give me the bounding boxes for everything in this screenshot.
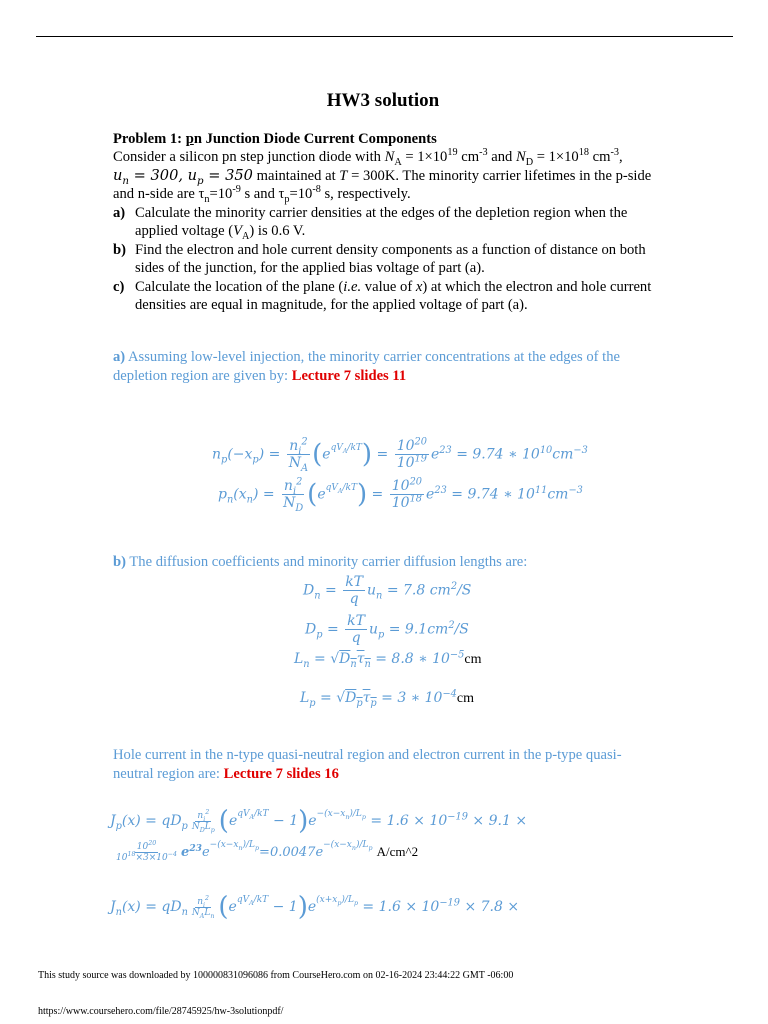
equation-dn: $D_n$ = $\frac{kT}{q}$ $u_n = 7.8$ $cm^2/S$ (303, 574, 472, 607)
problem-statement (113, 130, 653, 315)
footer-url: https://www.coursehero.com/file/28745925/hw-3solutionpdf/ (38, 1006, 284, 1017)
equation-jp-line1: $J_p(x) = qD_p$ $\frac{n_i^2}{N_DL_p}$ $(eqV_A/kT - 1)e-(x-x_n)/L_p = 1.6 \times 10^{-19} \times 9.1$ × (110, 806, 528, 836)
equation-np: $n_p(-x_p)$ = $\frac{n_i^2}{N_A}$ (eqV$_A$/kT) = $\frac{10^{20}}{10^{19}}$ $e^{23} = 9.74$ ∗ $10^{10}cm^{-3}$ (212, 436, 588, 474)
top-rule (36, 36, 733, 37)
answer-currents-text: Hole current in the n-type quasi-neutral region and electron current in the p-type quasi-neutral region are: Lecture 7 slides 16 (113, 747, 622, 782)
equation-dp: $D_p$ = $\frac{kT}{q}$ $u_p = 9.1cm^2/S$ (305, 613, 469, 646)
document-title: HW3 solution (326, 90, 440, 111)
answer-a-text: a) Assuming low-level injection, the minority carrier concentrations at the edges of the depletion region are given by: Lecture 7 slides 11 (113, 349, 620, 384)
part-a: a) Calculate the minority carrier densities at the edges of the depletion region when the applied voltage $(V_A)$ is 0.6 V. (113, 204, 628, 242)
answer-b-text: b) The diffusion coefficients and minority carrier diffusion lengths are: (113, 554, 528, 570)
problem-parts (113, 204, 653, 315)
equation-jn-line1: $J_n(x) = qD_n$ $\frac{n_i^2}{N_AL_n}$ $(eqV_A/kT - 1)e(x+x_p)/L_p = 1.6 \times 10^{-19} \times 7.8$ × (110, 892, 520, 922)
document-body (113, 92, 653, 315)
footer-download-note: This study source was downloaded by 100000831096086 from CourseHero.com on 02-16-2024 23:44:22 GMT -06:00 (38, 970, 514, 981)
equation-pn: $p_n(x_n)$ = $\frac{n_i^2}{N_D}$ (eqV$_A$/kT) = $\frac{10^{20}}{10^{18}}$ $e^{23} = 9.74$ ∗ $10^{11}cm^{-3}$ (218, 476, 583, 514)
equation-jp-line2: $\frac{10^{20}}{10^{18}\times 3\times 10^{-4}}$ $e^{23}e-(x-x_n)/L_p=0.0047e-(x-x_n)/L_p$ A/cm^2 (116, 840, 419, 863)
problem-intro: Consider a silicon pn step junction diode with $N_A = 1\times 10^{19}$ $cm^{-3}$ and $N_D = 1\times 10^{18}$ $cm^{-3}$, $u_n = 300$, $u_p = 350$ maintained at T = 300K. The minority carrier lifetimes in the p-side and n-side are $\tau_n=10^{-9}$ s and $\tau_p=10^{-8}$ s, respectively. (113, 147, 652, 205)
equation-lp: $L_p = √D_p\tau_p = 3$ ∗ $10^{-4}cm$ (300, 688, 475, 709)
equation-ln: $L_n = √D_n\tau_n = 8.8$ ∗ $10^{-5}cm$ (294, 649, 482, 670)
part-c: c) Calculate the location of the plane (i.e. value of x) at which the electron and hole current densities are equal in magnitude, for the applied voltage of part (a). (113, 278, 652, 313)
part-b: b) Find the electron and hole current density components as a function of distance on both sides of the junction, for the applied bias voltage of part (a). (113, 241, 646, 276)
problem-title: Problem 1: pn Junction Diode Current Components (113, 130, 437, 147)
